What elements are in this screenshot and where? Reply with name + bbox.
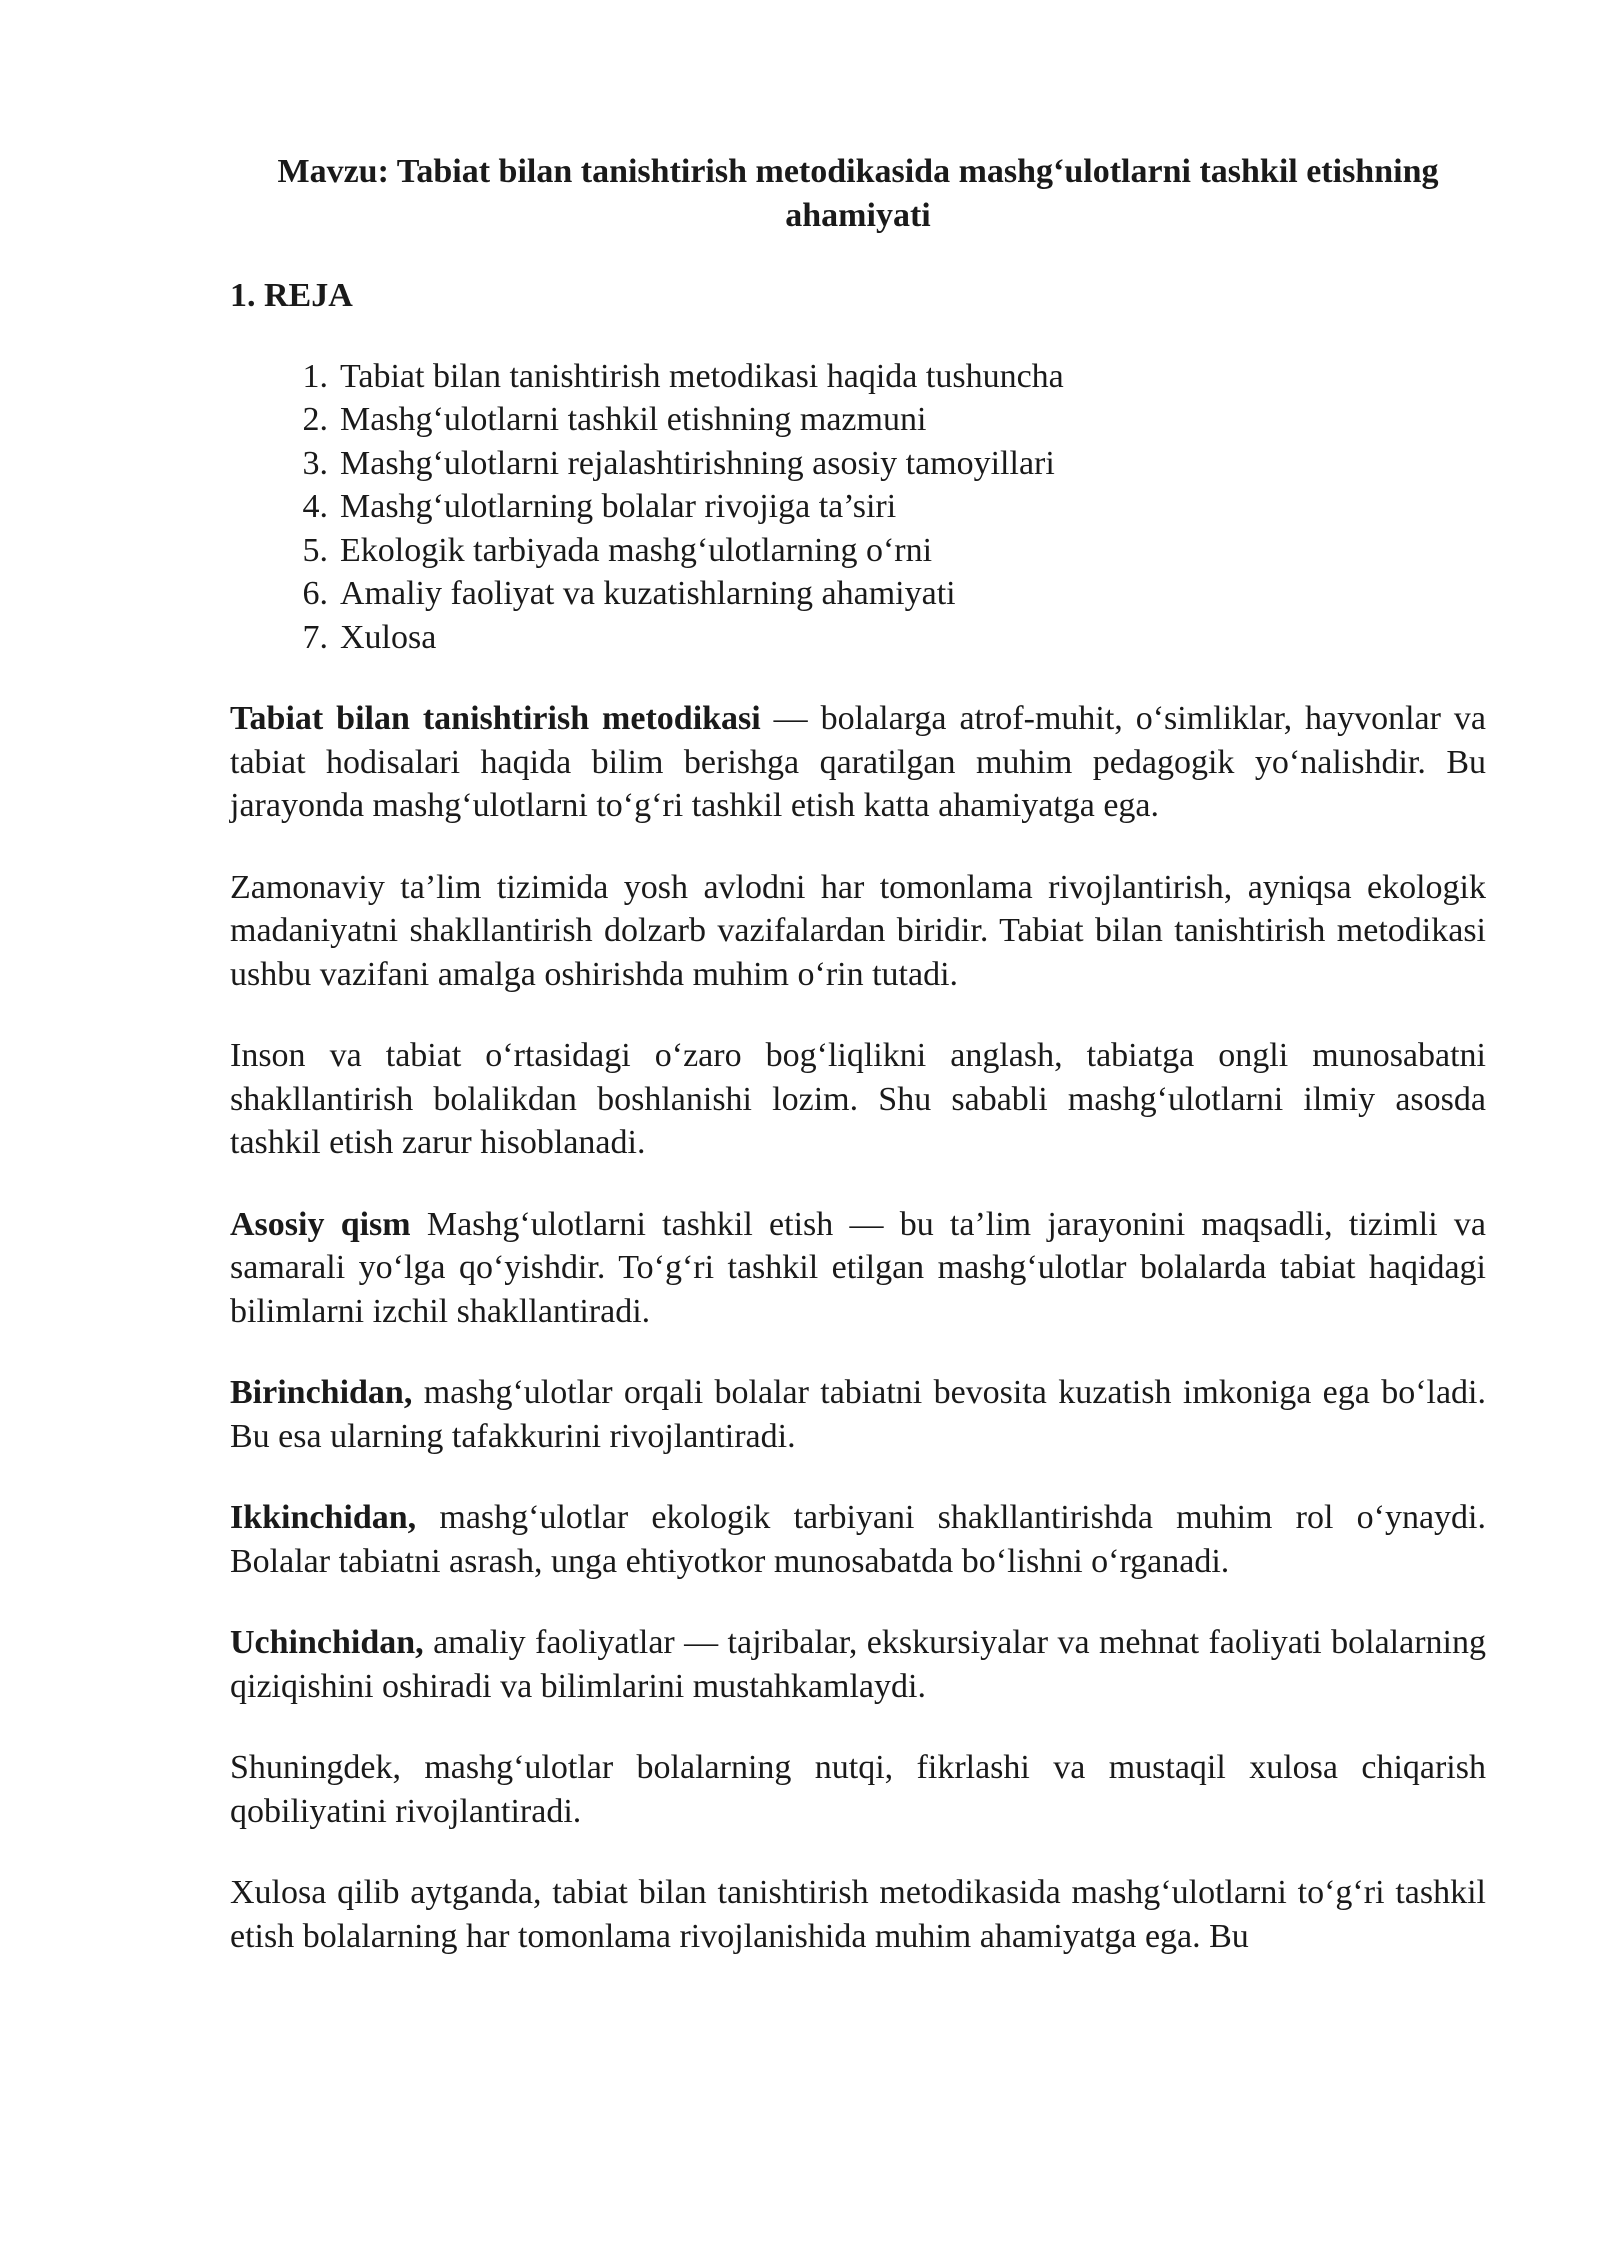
paragraph-text: Mashg‘ulotlarni tashkil etish — bu ta’lim jarayonini maqsadli, tizimli va samarali yo‘lga qo‘yishdir. To‘g‘ri tashkil etilgan mashg‘ulotlar bolalarda tabiat haqidagi bilimlarni izchil shakllantiradi. (230, 1205, 1486, 1330)
paragraph-lead: Birinchidan, (230, 1374, 413, 1411)
plan-item-text: Amaliy faoliyat va kuzatishlarning ahamiyati (340, 575, 956, 612)
paragraph-thirdly (230, 1621, 1486, 1708)
plan-heading: 1. REJA (230, 277, 353, 314)
paragraph-conclusion (230, 1871, 1486, 1958)
plan-item-number: 2. (302, 401, 328, 438)
paragraph-definition (230, 697, 1486, 828)
paragraph-lead: Uchinchidan, (230, 1624, 424, 1661)
document-page (230, 150, 1486, 1958)
paragraph-modern-education (230, 866, 1486, 997)
plan-item-number: 4. (302, 488, 328, 525)
plan-list (230, 355, 1486, 660)
paragraph-text: amaliy faoliyatlar — tajribalar, ekskursiyalar va mehnat faoliyati bolalarning qiziqishini oshiradi va bilimlarini mustahkamlaydi. (230, 1624, 1486, 1705)
paragraph-secondly (230, 1496, 1486, 1583)
paragraph-also (230, 1746, 1486, 1833)
plan-item (230, 442, 1486, 486)
plan-item-text: Mashg‘ulotlarning bolalar rivojiga ta’siri (340, 488, 897, 525)
plan-item-number: 1. (302, 357, 328, 395)
paragraph-text: Inson va tabiat o‘rtasidagi o‘zaro bog‘liqlikni anglash, tabiatga ongli munosabatni shakllantirish bolalikdan boshlanishi lozim. Shu sababli mashg‘ulotlarni ilmiy asosda tashkil etish zarur hisoblanadi. (230, 1037, 1486, 1161)
plan-item-number: 5. (302, 531, 328, 569)
paragraph-text: mashg‘ulotlar ekologik tarbiyani shakllantirishda muhim rol o‘ynaydi. Bolalar tabiatni asrash, unga ehtiyotkor munosabatda bo‘lishni o‘rganadi. (230, 1499, 1486, 1580)
plan-item-number: 6. (302, 575, 328, 612)
plan-item-text: Tabiat bilan tanishtirish metodikasi haqida tushuncha (340, 357, 1064, 395)
paragraph-text: Xulosa qilib aytganda, tabiat bilan tanishtirish metodikasida mashg‘ulotlarni to‘g‘ri tashkil etish bolalarning har tomonlama rivojlanishida muhim ahamiyatga ega. Bu (230, 1874, 1486, 1955)
plan-item (230, 398, 1486, 442)
plan-item-number: 7. (302, 618, 328, 656)
paragraph-lead: Ikkinchidan, (230, 1499, 417, 1536)
plan-item-text: Mashg‘ulotlarni rejalashtirishning asosiy tamoyillari (340, 444, 1055, 482)
plan-item-text: Mashg‘ulotlarni tashkil etishning mazmuni (340, 401, 927, 438)
paragraph-human-nature (230, 1034, 1486, 1165)
paragraph-main-part (230, 1203, 1486, 1334)
paragraph-text: Shuningdek, mashg‘ulotlar bolalarning nutqi, fikrlashi va mustaqil xulosa chiqarish qobiliyatini rivojlantiradi. (230, 1749, 1486, 1830)
plan-item-text: Ekologik tarbiyada mashg‘ulotlarning o‘rni (340, 531, 933, 569)
paragraph-lead: Asosiy qism (230, 1205, 411, 1243)
plan-item (230, 485, 1486, 529)
paragraph-text: Zamonaviy ta’lim tizimida yosh avlodni har tomonlama rivojlantirish, ayniqsa ekologik madaniyatni shakllantirish dolzarb vazifalardan biridir. Tabiat bilan tanishtirish metodikasi ushbu vazifani amalga oshirishda muhim o‘rin tutadi. (230, 868, 1486, 993)
plan-item (230, 355, 1486, 399)
plan-item-text: Xulosa (340, 618, 437, 656)
paragraph-text: mashg‘ulotlar orqali bolalar tabiatni bevosita kuzatish imkoniga ega bo‘ladi. Bu esa ularning tafakkurini rivojlantiradi. (230, 1374, 1486, 1455)
paragraph-firstly (230, 1371, 1486, 1458)
paragraph-lead: Tabiat bilan tanishtirish metodikasi (230, 700, 761, 737)
page-title: Mavzu: Tabiat bilan tanishtirish metodikasida mashg‘ulotlarni tashkil etishning ahamiyati (277, 153, 1439, 234)
plan-item (230, 572, 1486, 616)
plan-item (230, 616, 1486, 660)
plan-item-number: 3. (302, 444, 328, 482)
plan-item (230, 529, 1486, 573)
paragraph-text: — bolalarga atrof-muhit, o‘simliklar, hayvonlar va tabiat hodisalari haqida bilim berishga qaratilgan muhim pedagogik yo‘nalishdir. Bu jarayonda mashg‘ulotlarni to‘g‘ri tashkil etish katta ahamiyatga ega. (230, 700, 1487, 824)
